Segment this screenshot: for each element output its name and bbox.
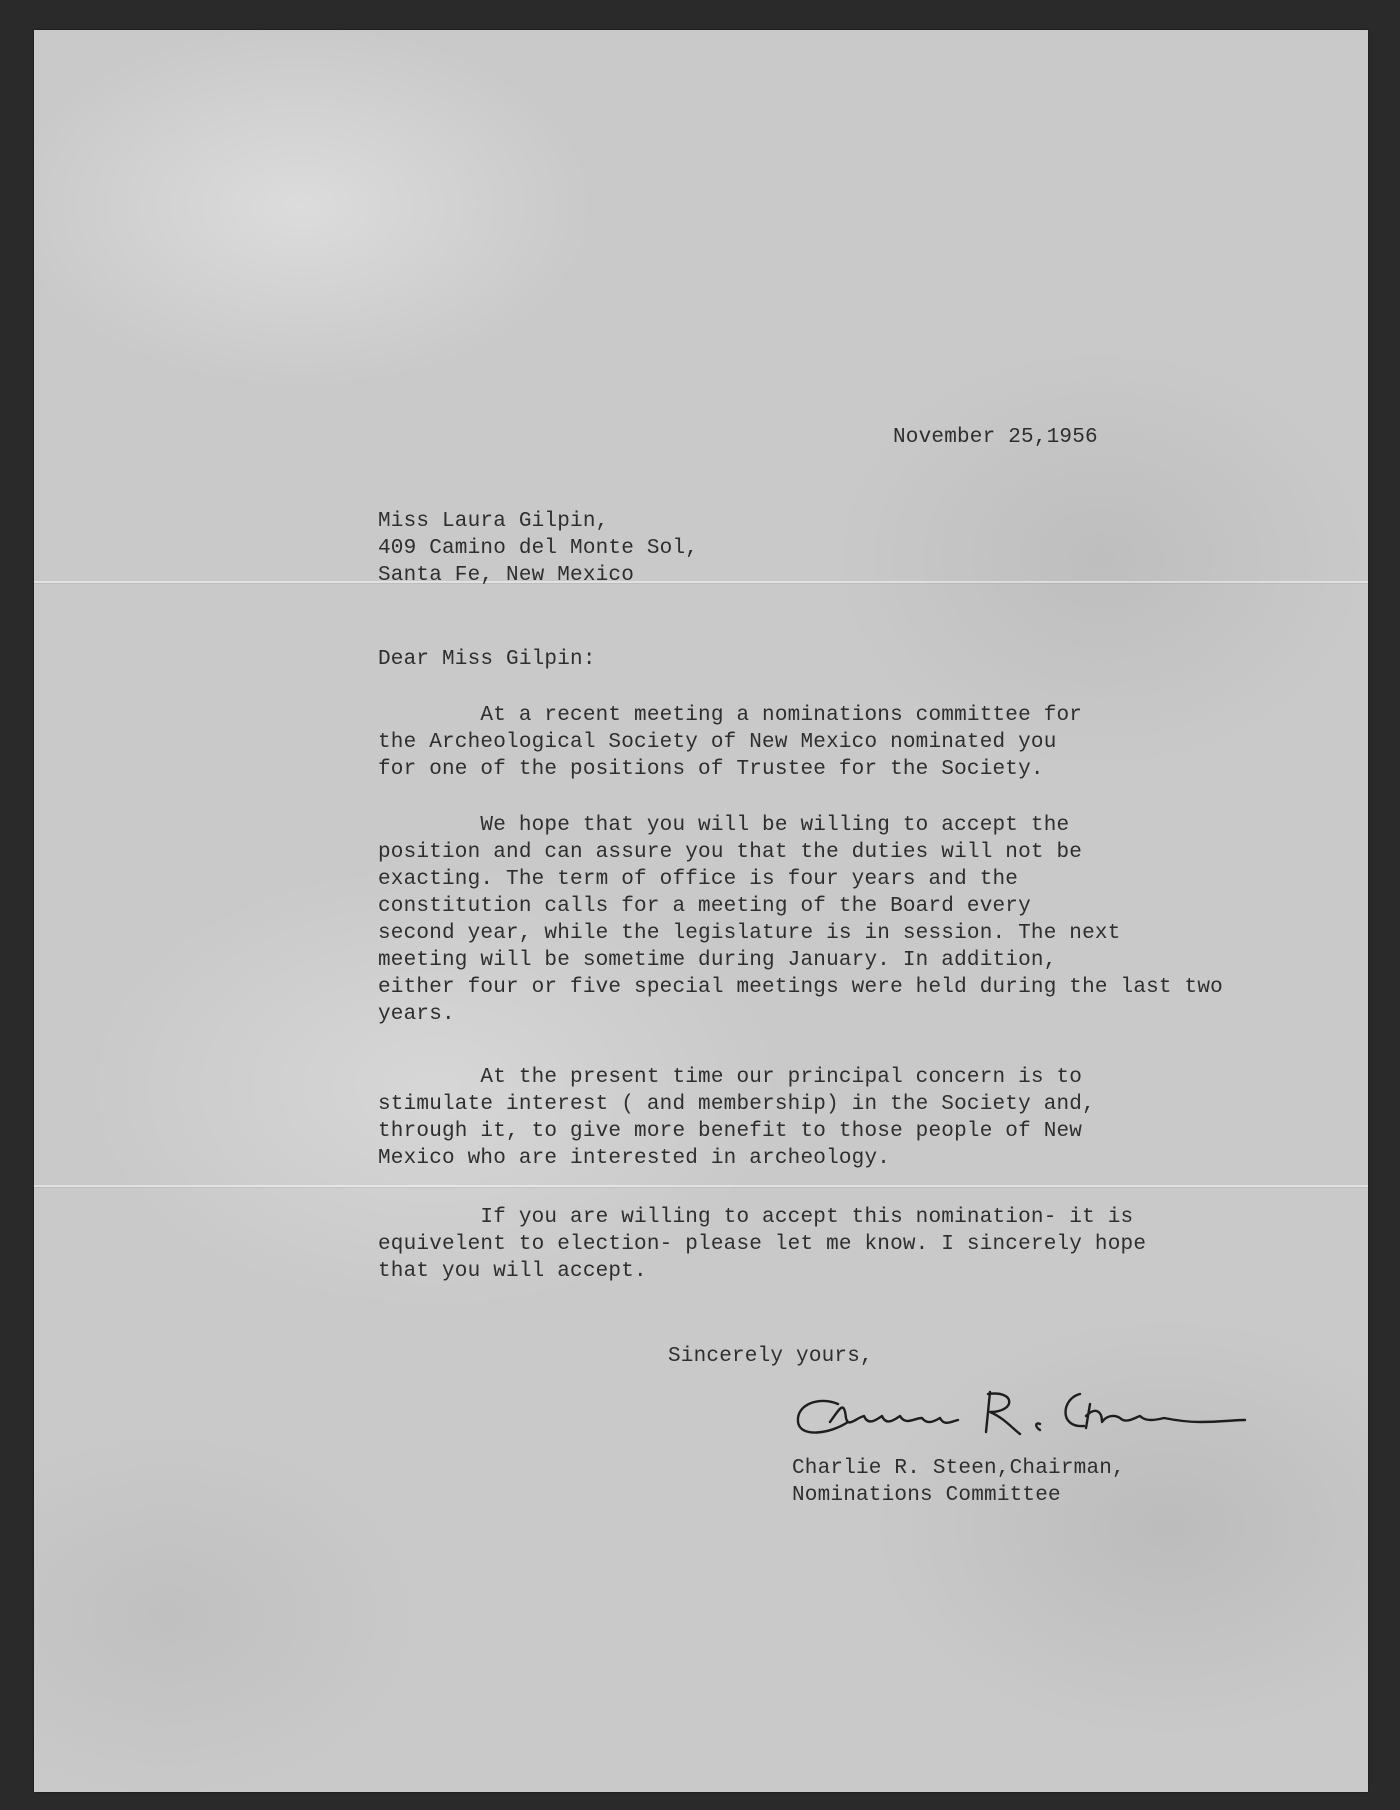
body-line: through it, to give more benefit to those people of New: [378, 1120, 1083, 1143]
signer-name: Charlie R. Steen,Chairman,: [792, 1457, 1125, 1480]
body-line: for one of the positions of Trustee for the Society.: [378, 758, 1044, 781]
paper-fold-line: [34, 1185, 1368, 1187]
body-line: At a recent meeting a nominations committee for: [378, 704, 1083, 727]
body-line: Mexico who are interested in archeology.: [378, 1147, 891, 1170]
body-line: position and can assure you that the duties will not be: [378, 841, 1083, 864]
paper-fold-line: [34, 581, 1368, 583]
body-line: If you are willing to accept this nomination- it is: [378, 1206, 1134, 1229]
body-line: exacting. The term of office is four years and the: [378, 868, 1019, 891]
body-line: the Archeological Society of New Mexico nominated you: [378, 731, 1057, 754]
body-line: At the present time our principal concern is to: [378, 1066, 1083, 1089]
body-line: that you will accept.: [378, 1260, 647, 1283]
body-line: equivelent to election- please let me know. I sincerely hope: [378, 1233, 1147, 1256]
body-line: years.: [378, 1003, 455, 1026]
body-line: either four or five special meetings were held during the last two: [378, 976, 1223, 999]
letter-date: November 25,1956: [893, 426, 1098, 449]
recipient-line: 409 Camino del Monte Sol,: [378, 537, 699, 560]
body-line: We hope that you will be willing to accept the: [378, 814, 1070, 837]
recipient-line: Miss Laura Gilpin,: [378, 510, 609, 533]
body-line: constitution calls for a meeting of the Board every: [378, 895, 1031, 918]
body-line: stimulate interest ( and membership) in the Society and,: [378, 1093, 1095, 1116]
salutation: Dear Miss Gilpin:: [378, 648, 596, 671]
body-line: second year, while the legislature is in session. The next: [378, 922, 1121, 945]
signer-title: Nominations Committee: [792, 1484, 1061, 1507]
recipient-line: Santa Fe, New Mexico: [378, 564, 635, 587]
closing: Sincerely yours,: [668, 1345, 873, 1368]
body-line: meeting will be sometime during January. In addition,: [378, 949, 1057, 972]
handwritten-signature: [790, 1382, 1250, 1452]
